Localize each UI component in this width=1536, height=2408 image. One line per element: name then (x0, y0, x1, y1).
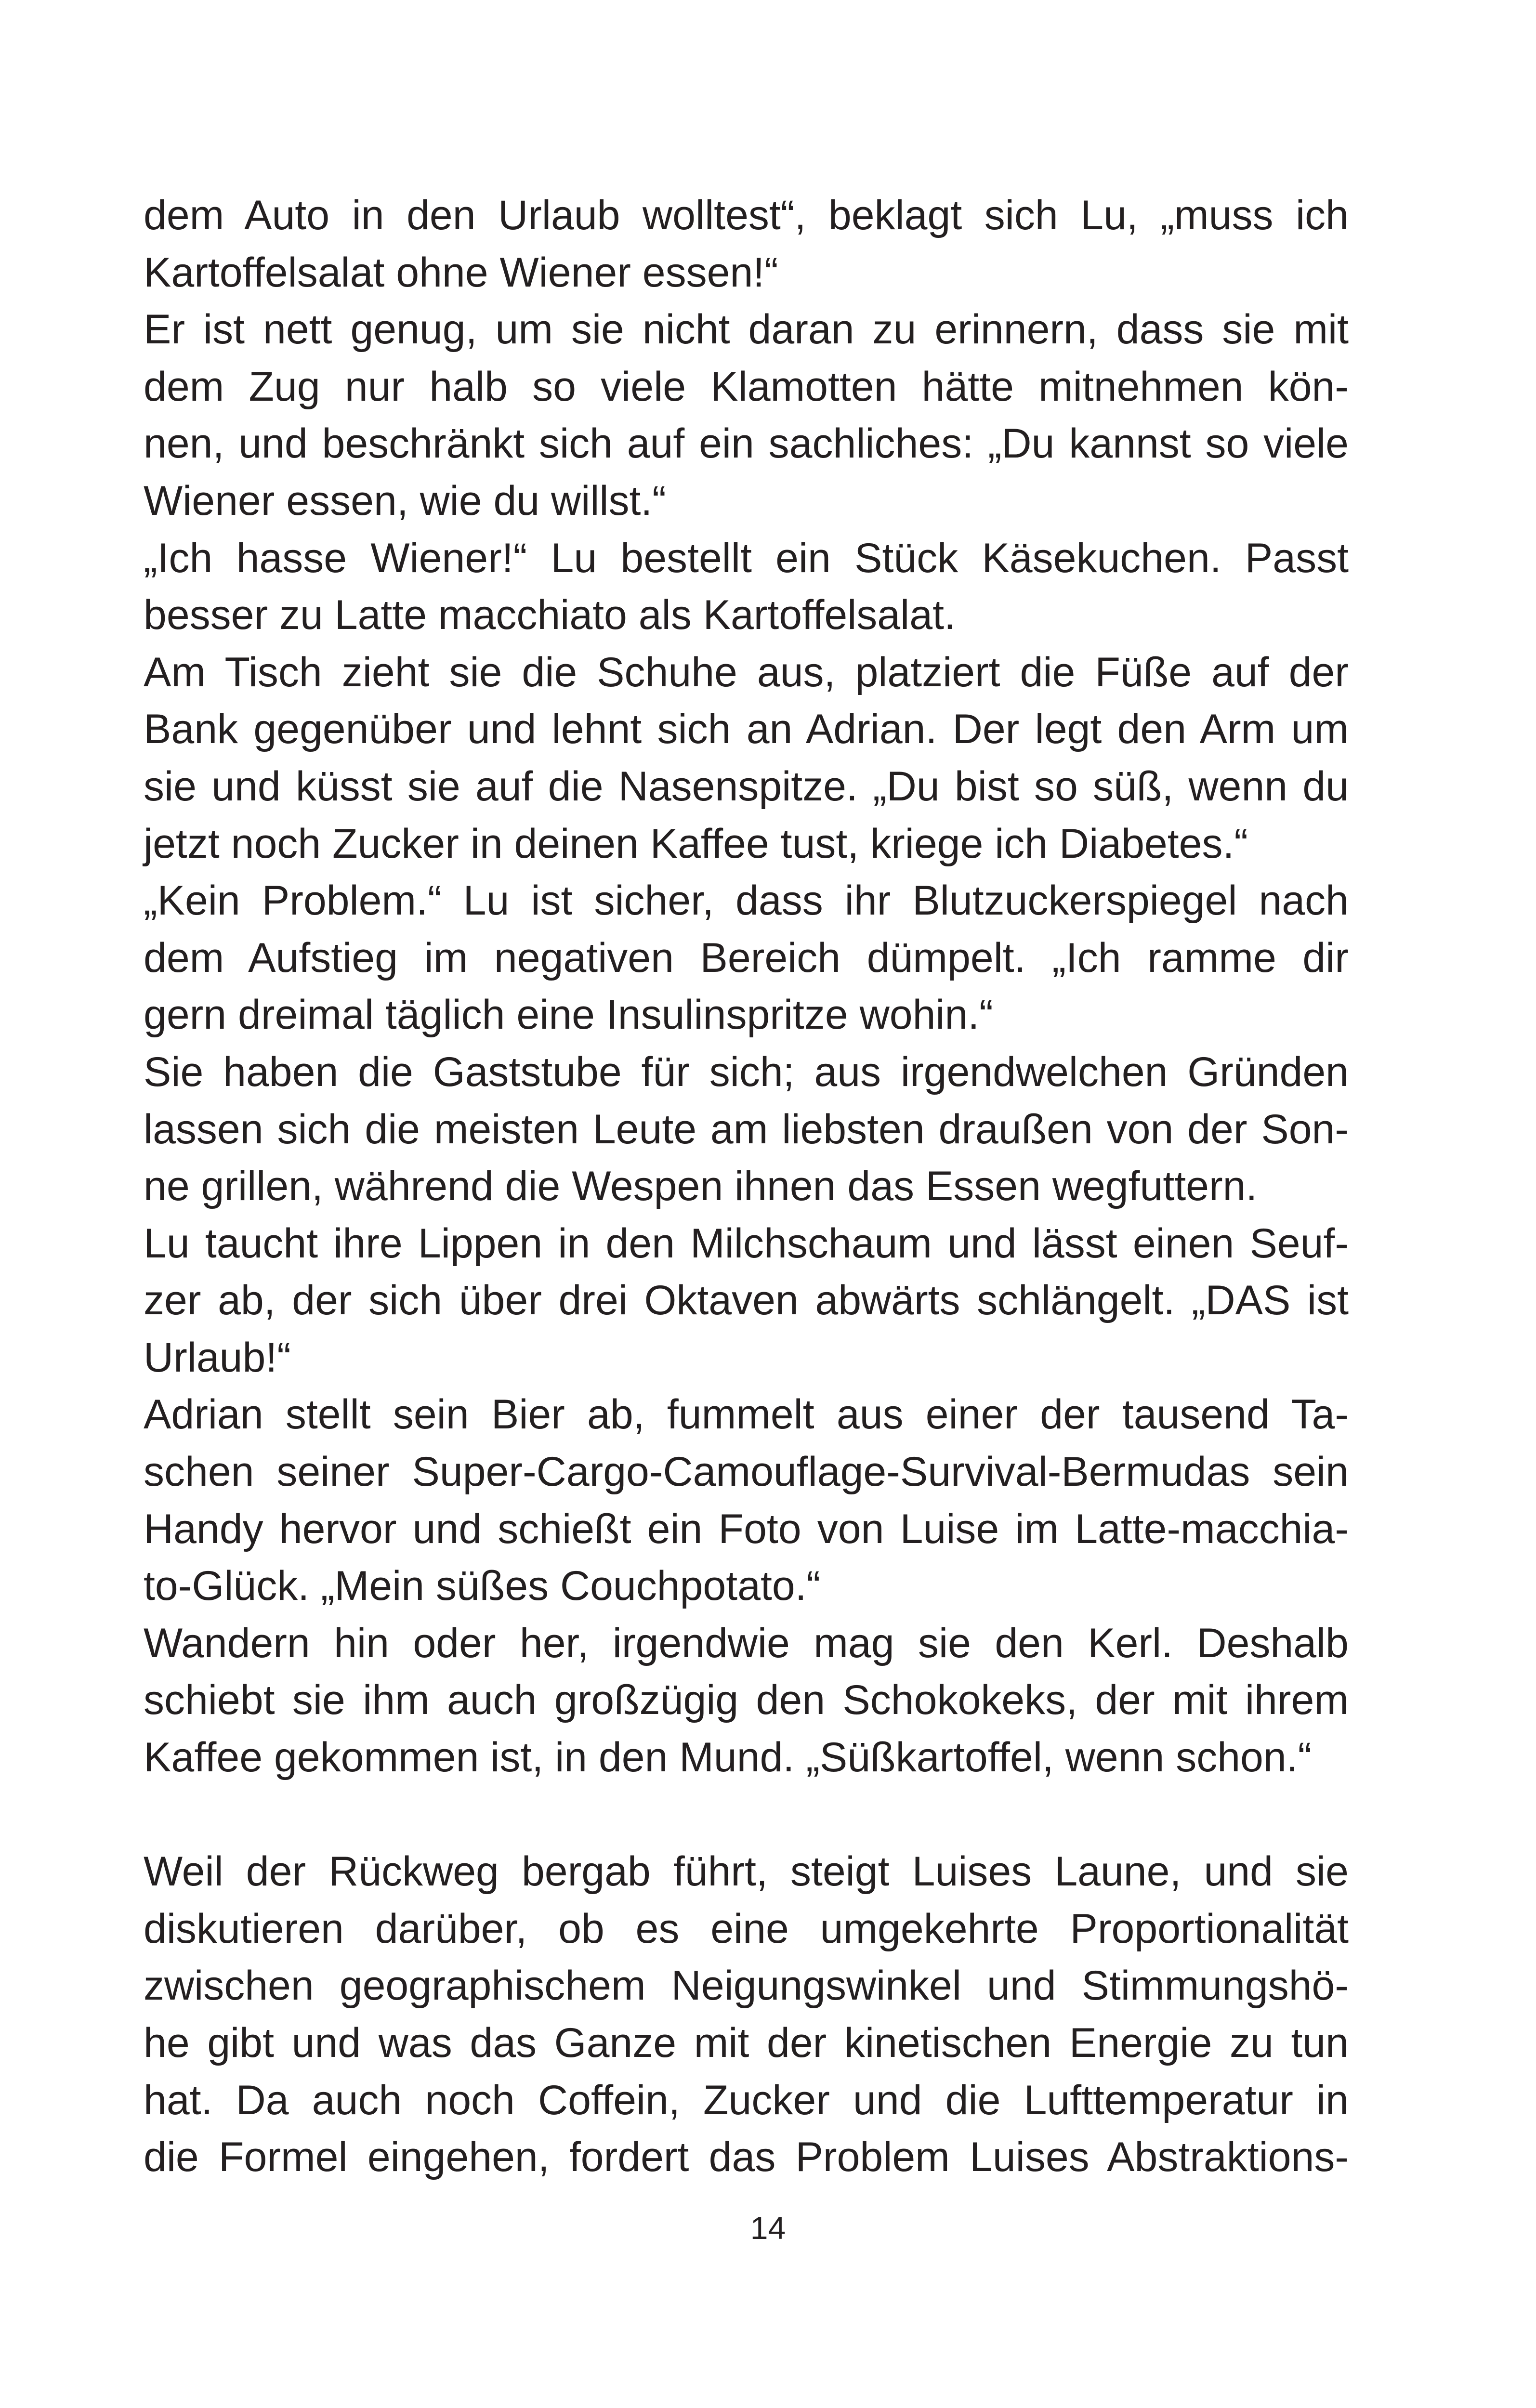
text-line: Lu taucht ihre Lippen in den Milchschaum und lässt einen Seuf- (144, 1220, 1349, 1267)
text-line: „Ich hasse Wiener!“ Lu bestellt ein Stück Käsekuchen. Passt (144, 535, 1349, 581)
text-line: Handy hervor und schießt ein Foto von Luise im Latte-macchia- (144, 1505, 1349, 1552)
text-line: dem Zug nur halb so viele Klamotten hätte mitnehmen kön- (144, 363, 1349, 410)
text-line: dem Auto in den Urlaub wolltest“, beklagt sich Lu, „muss ich (144, 192, 1349, 238)
text-line: Adrian stellt sein Bier ab, fummelt aus einer der tausend Ta- (144, 1391, 1349, 1438)
text-line: he gibt und was das Ganze mit der kinetischen Energie zu tun (144, 2020, 1349, 2066)
text-line: Kaffee gekommen ist, in den Mund. „Süßkartoffel, wenn schon.“ (144, 1734, 1312, 1781)
text-line: Wiener essen, wie du willst.“ (144, 477, 666, 524)
text-line: Sie haben die Gaststube für sich; aus irgendwelchen Gründen (144, 1048, 1349, 1095)
text-line: diskutieren darüber, ob es eine umgekehrte Proportionalität (144, 1905, 1349, 1952)
text-line: Wandern hin oder her, irgendwie mag sie den Kerl. Deshalb (144, 1620, 1349, 1666)
text-line: schiebt sie ihm auch großzügig den Schokokeks, der mit ihrem (144, 1677, 1349, 1724)
text-line: hat. Da auch noch Coffein, Zucker und die Lufttemperatur in (144, 2077, 1349, 2123)
text-line: nen, und beschränkt sich auf ein sachliches: „Du kannst so viele (144, 420, 1349, 467)
text-line: lassen sich die meisten Leute am liebsten draußen von der Son- (144, 1106, 1349, 1152)
text-line: jetzt noch Zucker in deinen Kaffee tust, kriege ich Diabetes.“ (144, 820, 1248, 867)
text-line: sie und küsst sie auf die Nasenspitze. „Du bist so süß, wenn du (144, 763, 1349, 810)
text-line: Kartoffelsalat ohne Wiener essen!“ (144, 249, 778, 296)
text-line: dem Aufstieg im negativen Bereich dümpelt. „Ich ramme dir (144, 934, 1349, 981)
text-line: to-Glück. „Mein süßes Couchpotato.“ (144, 1563, 821, 1610)
paragraph-gap (144, 1786, 1349, 1844)
text-line: die Formel eingehen, fordert das Problem Luises Abstraktions- (144, 2134, 1349, 2181)
text-line: zer ab, der sich über drei Oktaven abwärts schlängelt. „DAS ist (144, 1277, 1349, 1324)
body-text (144, 187, 1349, 2186)
text-line: gern dreimal täglich eine Insulinspritze wohin.“ (144, 992, 993, 1038)
text-line: schen seiner Super-Cargo-Camouflage-Survival-Bermudas sein (144, 1449, 1349, 1495)
text-line: zwischen geographischem Neigungswinkel und Stimmungshö- (144, 1963, 1349, 2009)
page-number: 14 (750, 2210, 786, 2246)
text-line: „Kein Problem.“ Lu ist sicher, dass ihr Blutzuckerspiegel nach (144, 877, 1349, 924)
text-line: Urlaub!“ (144, 1334, 291, 1381)
text-line: Bank gegenüber und lehnt sich an Adrian. Der legt den Arm um (144, 706, 1349, 753)
text-line: Er ist nett genug, um sie nicht daran zu erinnern, dass sie mit (144, 306, 1349, 353)
text-line: ne grillen, während die Wespen ihnen das Essen wegfuttern. (144, 1163, 1258, 1210)
text-line: Weil der Rückweg bergab führt, steigt Luises Laune, und sie (144, 1848, 1349, 1895)
text-line: besser zu Latte macchiato als Kartoffelsalat. (144, 592, 956, 639)
text-line: Am Tisch zieht sie die Schuhe aus, platziert die Füße auf der (144, 649, 1349, 695)
